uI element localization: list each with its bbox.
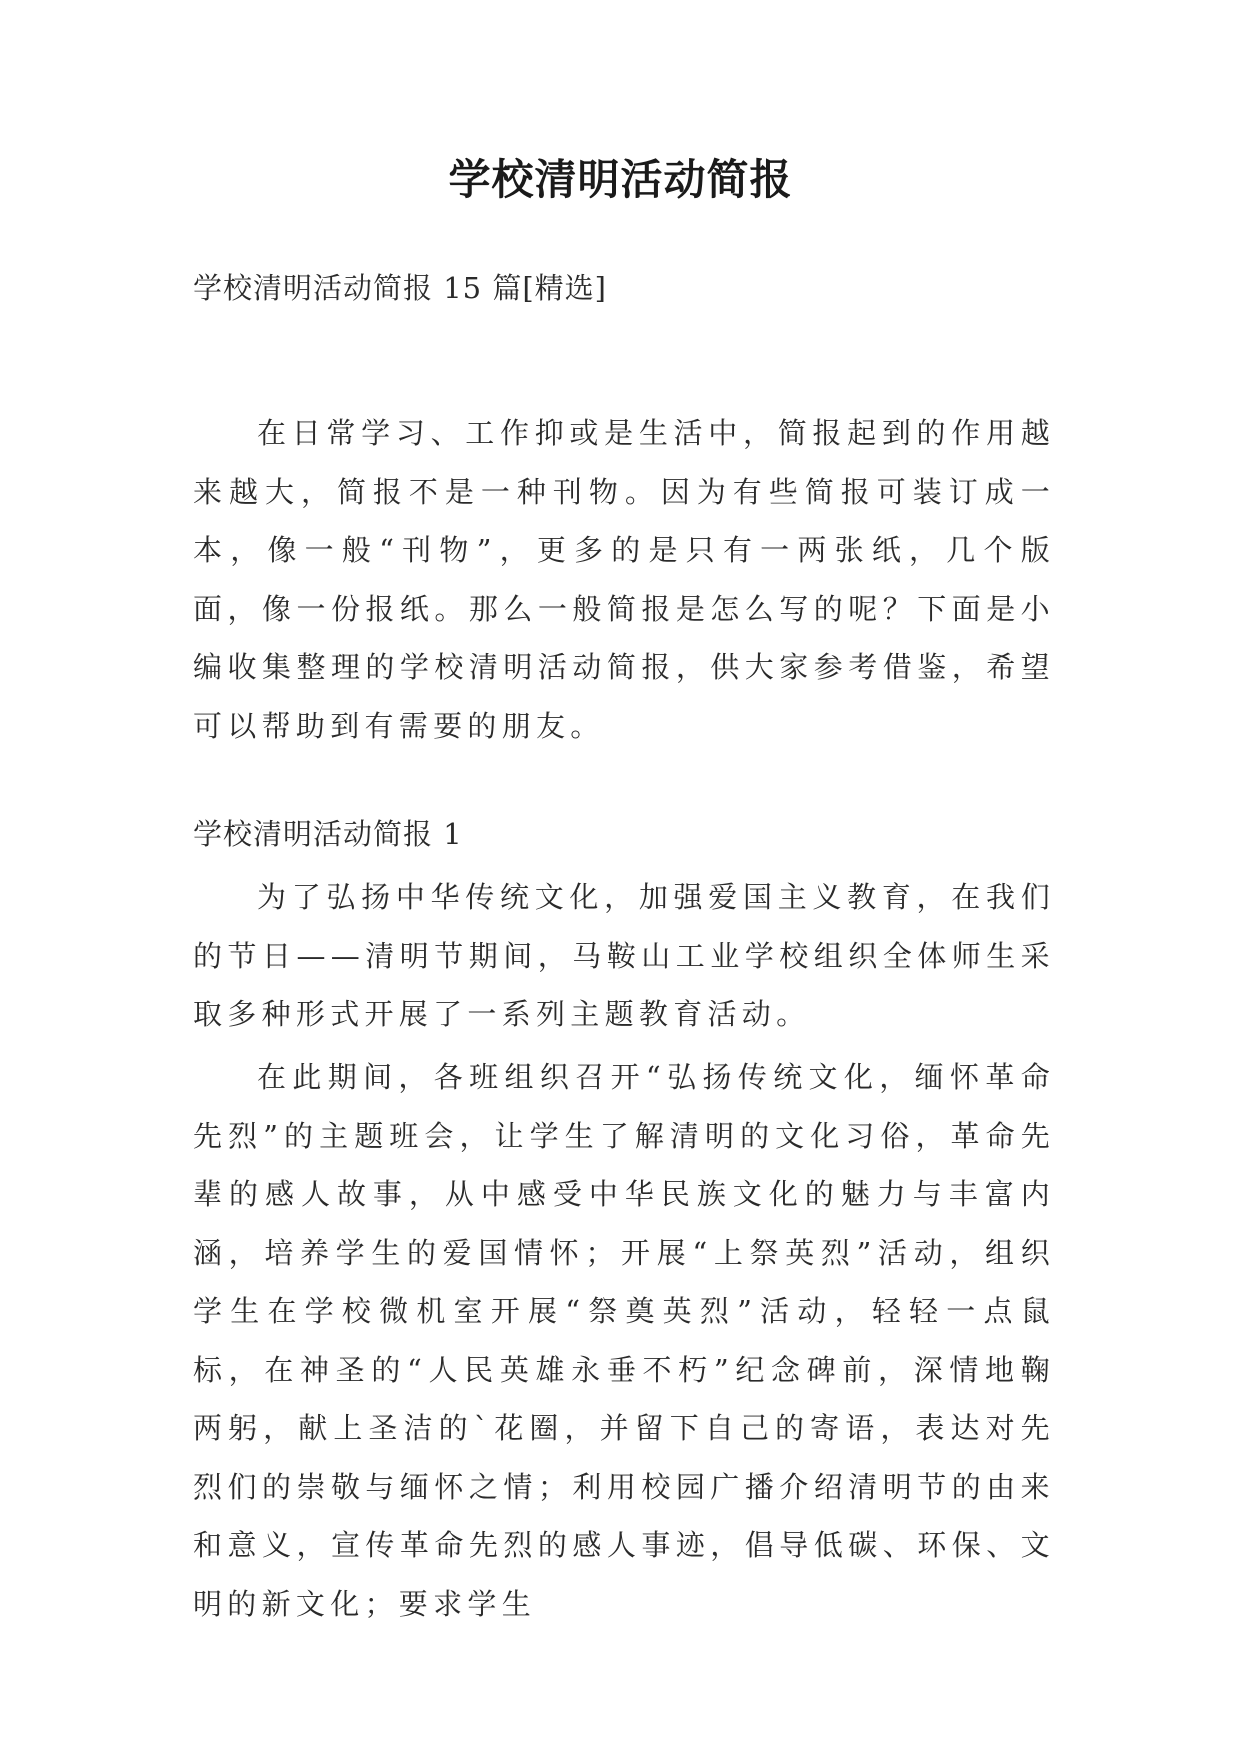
document-subtitle: 学校清明活动简报 15 篇[精选] — [193, 271, 607, 305]
section-paragraph: 在此期间，各班组织召开“弘扬传统文化，缅怀革命先烈”的主题班会，让学生了解清明的文化习俗，革命先辈的感人故事，从中感受中华民族文化的魅力与丰富内涵，培养学生的爱国情怀；开展“上祭英烈”活动，组织学生在学校微机室开展“祭奠英烈”活动，轻轻一点鼠标，在神圣的“人民英雄永垂不朽”纪念碑前，深情地鞠两躬，献上圣洁的`花圈，并留下自己的寄语，表达对先烈们的崇敬与缅怀之情；利用校园广播介绍清明节的由来和意义，宣传革命先烈的感人事迹，倡导低碳、环保、文明的新文化；要求学生 — [193, 1060, 1055, 1621]
document-title: 学校清明活动简报 — [448, 155, 793, 204]
section-heading: 学校清明活动简报 1 — [193, 817, 463, 851]
intro-paragraph: 在日常学习、工作抑或是生活中，简报起到的作用越来越大，简报不是一种刊物。因为有些简报可装订成一本，像一般“刊物”，更多的是只有一两张纸，几个版面，像一份报纸。那么一般简报是怎么写的呢？下面是小编收集整理的学校清明活动简报，供大家参考借鉴，希望可以帮助到有需要的朋友。 — [193, 416, 1055, 743]
section-paragraph: 为了弘扬中华传统文化，加强爱国主义教育，在我们的节日——清明节期间，马鞍山工业学校组织全体师生采取多种形式开展了一系列主题教育活动。 — [193, 880, 1055, 1031]
